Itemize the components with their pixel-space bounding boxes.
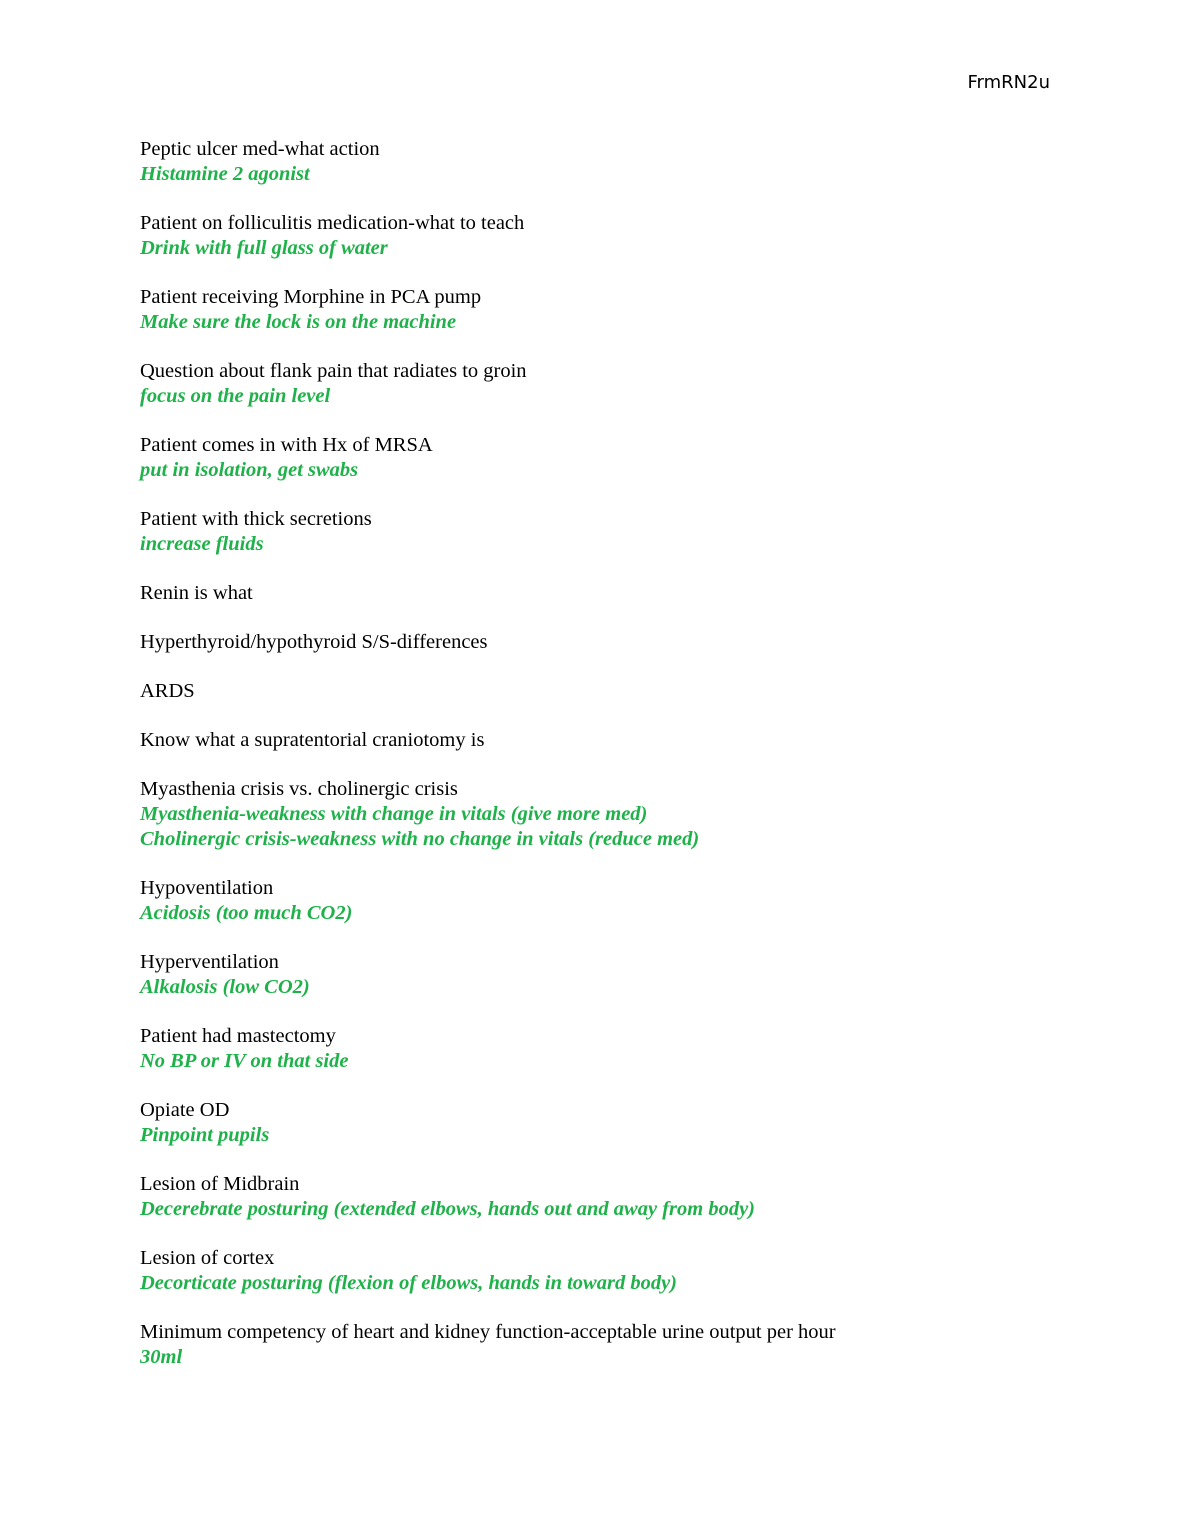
question-text: Lesion of cortex bbox=[140, 1247, 275, 1269]
answer-text: 30ml bbox=[140, 1346, 183, 1368]
qa-item bbox=[140, 630, 1060, 655]
qa-item bbox=[140, 433, 1060, 483]
answer-text: Decerebrate posturing (extended elbows, hands out and away from body) bbox=[140, 1198, 755, 1220]
qa-item bbox=[140, 359, 1060, 409]
answer-text: increase fluids bbox=[140, 533, 264, 555]
question-text: ARDS bbox=[140, 680, 195, 702]
answer-text: Pinpoint pupils bbox=[140, 1124, 270, 1146]
answer-text: Acidosis (too much CO2) bbox=[140, 902, 353, 924]
question-text: Peptic ulcer med-what action bbox=[140, 138, 380, 160]
qa-list bbox=[140, 137, 1060, 1394]
question-text: Myasthenia crisis vs. cholinergic crisis bbox=[140, 778, 458, 800]
question-text: Know what a supratentorial craniotomy is bbox=[140, 729, 485, 751]
answer-text: Alkalosis (low CO2) bbox=[140, 976, 310, 998]
answer-text: Decorticate posturing (flexion of elbows, hands in toward body) bbox=[140, 1272, 678, 1294]
answer-text: put in isolation, get swabs bbox=[140, 459, 359, 481]
qa-item bbox=[140, 777, 1060, 852]
qa-item bbox=[140, 137, 1060, 187]
question-text: Hyperthyroid/hypothyroid S/S-differences bbox=[140, 631, 488, 653]
answer-text: Cholinergic crisis-weakness with no change in vitals (reduce med) bbox=[140, 828, 700, 850]
qa-item bbox=[140, 1320, 1060, 1370]
answer-text: focus on the pain level bbox=[140, 385, 331, 407]
answer-text: No BP or IV on that side bbox=[140, 1050, 349, 1072]
qa-item bbox=[140, 679, 1060, 704]
question-text: Lesion of Midbrain bbox=[140, 1173, 300, 1195]
qa-item bbox=[140, 1172, 1060, 1222]
qa-item bbox=[140, 950, 1060, 1000]
question-text: Patient had mastectomy bbox=[140, 1025, 336, 1047]
question-text: Patient with thick secretions bbox=[140, 508, 372, 530]
qa-item bbox=[140, 1246, 1060, 1296]
qa-item bbox=[140, 876, 1060, 926]
question-text: Renin is what bbox=[140, 582, 253, 604]
answer-text: Histamine 2 agonist bbox=[140, 163, 310, 185]
question-text: Question about flank pain that radiates to groin bbox=[140, 360, 527, 382]
qa-item bbox=[140, 581, 1060, 606]
answer-text: Myasthenia-weakness with change in vitals (give more med) bbox=[140, 803, 648, 825]
question-text: Hyperventilation bbox=[140, 951, 279, 973]
qa-item bbox=[140, 728, 1060, 753]
question-text: Patient receiving Morphine in PCA pump bbox=[140, 286, 482, 308]
answer-text: Drink with full glass of water bbox=[140, 237, 388, 259]
question-text: Patient on folliculitis medication-what to teach bbox=[140, 212, 525, 234]
qa-item bbox=[140, 507, 1060, 557]
question-text: Hypoventilation bbox=[140, 877, 274, 899]
qa-item bbox=[140, 1098, 1060, 1148]
question-text: Patient comes in with Hx of MRSA bbox=[140, 434, 433, 456]
header-code: FrmRN2u bbox=[967, 72, 1050, 93]
question-text: Opiate OD bbox=[140, 1099, 230, 1121]
qa-item bbox=[140, 211, 1060, 261]
qa-item bbox=[140, 285, 1060, 335]
qa-item bbox=[140, 1024, 1060, 1074]
answer-text: Make sure the lock is on the machine bbox=[140, 311, 457, 333]
question-text: Minimum competency of heart and kidney function-acceptable urine output per hour bbox=[140, 1321, 836, 1343]
